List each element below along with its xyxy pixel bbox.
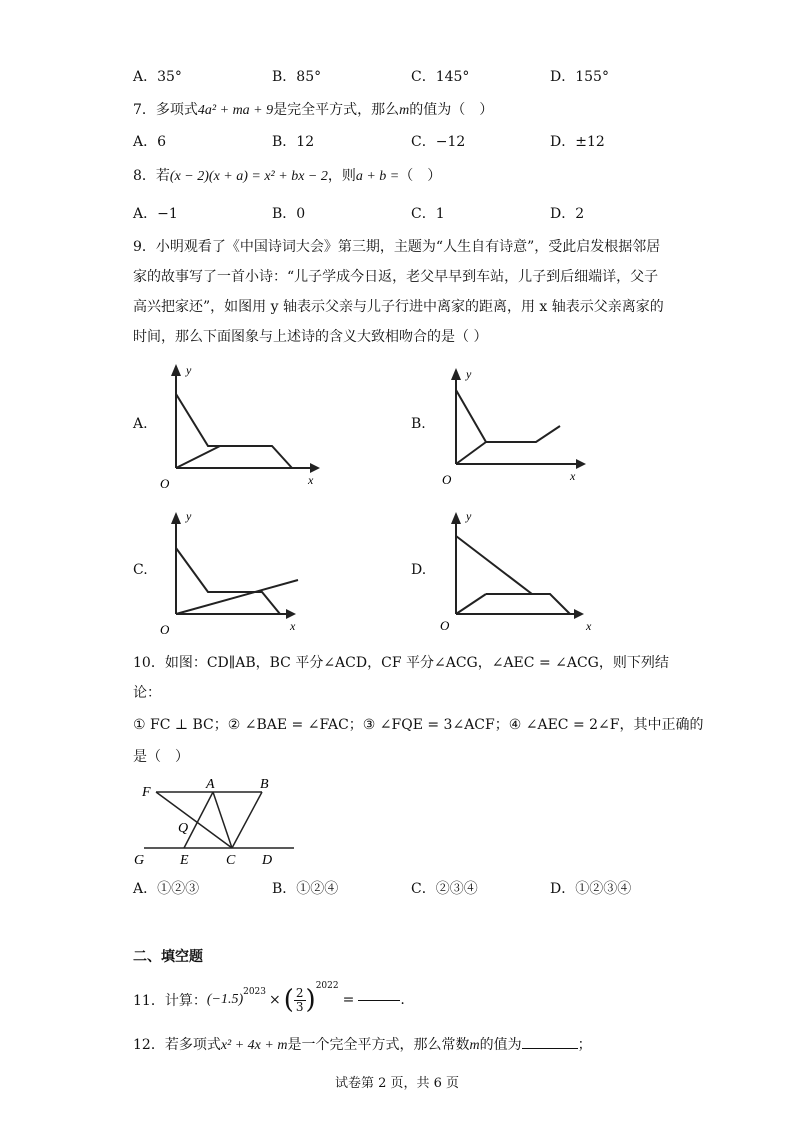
q9-graph-d-y-label: y [466, 509, 472, 523]
q9-graph-a-label: A. [133, 416, 148, 432]
q6-option-a: A．35° [133, 69, 182, 85]
q11-answer-blank[interactable] [358, 1000, 400, 1001]
q7-expression: 4a² + ma + 9 [197, 103, 274, 118]
q9-graph-a-origin: O [160, 476, 170, 491]
q7-option-a: A．6 [133, 134, 167, 150]
q12-end: ； [577, 1037, 592, 1053]
q9-graph-d-label: D. [411, 562, 427, 578]
q10-line-2: 论： [133, 685, 161, 701]
q9-line-2: 家的故事写了一首小诗：“儿子学成今日返，老父早早到车站，儿子到后细端详，父子 [133, 269, 659, 285]
q10-label-g: G [134, 853, 145, 868]
q12-answer-blank[interactable] [522, 1048, 578, 1049]
q9-graph-d [428, 506, 608, 641]
q12-text-before: 若多项式 [164, 1037, 221, 1053]
q9-graph-c-label: C. [133, 562, 148, 578]
q10-option-d: D．①②③④ [550, 881, 632, 897]
q9-graph-b-origin: O [442, 472, 452, 487]
q7-text-after: 的值为（ ） [409, 102, 494, 118]
q9-graph-c-origin: O [160, 622, 170, 637]
q10-option-c: C．②③④ [411, 881, 478, 897]
page-footer: 试卷第 2 页，共 6 页 [334, 1076, 460, 1091]
q9-graph-d-x-label: x [586, 619, 592, 633]
q7-option-d: D．±12 [550, 134, 605, 150]
q10-label-a: A [206, 777, 215, 792]
q7-stem [133, 99, 493, 119]
q10-label-q: Q [178, 821, 189, 836]
q10-label-b: B [260, 777, 269, 792]
q12-text-after: 的值为 [479, 1037, 522, 1053]
q10-line-4: 是（ ） [133, 749, 189, 765]
q12-variable: m [469, 1038, 480, 1053]
q9-graph-b-label: B. [411, 416, 426, 432]
q10-line-3: ① FC ⊥ BC；② ∠BAE = ∠FAC；③ ∠FQE = 3∠ACF；④ ∠AEC = 2∠F，其中正确的 [133, 717, 704, 733]
q11-end: . [400, 992, 405, 1008]
q11-stem: 11． 计算： (−1.5) 2023 × ( $\frac{2}{3}$ ) 2022 = . [133, 981, 405, 1015]
q9-line-4: 时间，那么下面图象与上述诗的含义大致相吻合的是（ ） [133, 329, 488, 345]
q9-graph-b [428, 360, 608, 495]
q7-text-before: 多项式 [155, 102, 198, 118]
q10-option-a: A．①②③ [133, 881, 200, 897]
q8-option-b: B．0 [272, 206, 306, 222]
q8-expression-2: a + b = [355, 169, 400, 184]
q8-option-a: A．−1 [133, 206, 178, 222]
q7-text-mid: 是完全平方式，那么 [273, 102, 400, 118]
q9-graph-b-x-label: x [570, 469, 576, 483]
q8-text-before: 若 [155, 168, 170, 184]
q9-graph-d-origin: O [440, 618, 450, 633]
q11-number: 11． [133, 993, 165, 1009]
q6-option-c: C．145° [411, 69, 470, 85]
q8-text-mid: ，则 [327, 168, 356, 184]
q12-number: 12． [133, 1037, 165, 1053]
q8-option-c: C．1 [411, 206, 445, 222]
q11-fraction-numerator: 2 [295, 985, 304, 1000]
q8-option-d: D．2 [550, 206, 585, 222]
q9-graph-a-y-label: y [186, 363, 192, 377]
q11-fraction-denominator: 3 [295, 999, 304, 1014]
section-title-fill-in: 二、填空题 [133, 949, 203, 965]
q7-option-b: B．12 [272, 134, 315, 150]
q11-exponent-1: 2023 [243, 987, 267, 997]
q8-stem [133, 165, 441, 185]
q7-number: 7． [133, 102, 156, 118]
q11-fraction [294, 987, 306, 1014]
q12-expression: x² + 4x + m [220, 1038, 288, 1053]
q10-label-c: C [226, 853, 236, 868]
q10-label-f: F [142, 785, 151, 800]
q12-text-mid: 是一个完全平方式，那么常数 [287, 1037, 470, 1053]
q10-figure [130, 770, 310, 870]
q7-variable: m [399, 103, 410, 118]
q8-expression: (x − 2)(x + a) = x² + bx − 2 [169, 169, 328, 184]
q8-number: 8． [133, 168, 156, 184]
q9-line-3: 高兴把家还”，如图用 y 轴表示父亲与儿子行进中离家的距离，用 x 轴表示父亲离家的 [133, 299, 664, 315]
q10-label-d: D [262, 853, 273, 868]
q11-base: (−1.5) [206, 992, 244, 1007]
q9-graph-a-x-label: x [308, 473, 314, 487]
q9-graph-a [150, 360, 330, 495]
q7-option-c: C．−12 [411, 134, 466, 150]
q10-option-b: B．①②④ [272, 881, 339, 897]
q10-line-1: 10．如图：CD∥AB，BC 平分∠ACD，CF 平分∠ACG，∠AEC = ∠ACG，则下列结 [133, 655, 669, 671]
q9-graph-c-y-label: y [186, 509, 192, 523]
q11-exponent-2: 2022 [315, 981, 339, 991]
q10-label-e: E [180, 853, 189, 868]
q9-graph-c [150, 506, 330, 641]
q9-graph-c-x-label: x [290, 619, 296, 633]
q9-line-1: 9．小明观看了《中国诗词大会》第三期，主题为“人生自有诗意”，受此启发根据邻居 [133, 239, 661, 255]
q6-option-b: B．85° [272, 69, 322, 85]
q8-text-after: （ ） [399, 168, 442, 184]
q6-option-d: D．155° [550, 69, 609, 85]
q11-text: 计算： [164, 993, 207, 1009]
q12-stem [133, 1034, 592, 1054]
q9-graph-b-y-label: y [466, 367, 472, 381]
